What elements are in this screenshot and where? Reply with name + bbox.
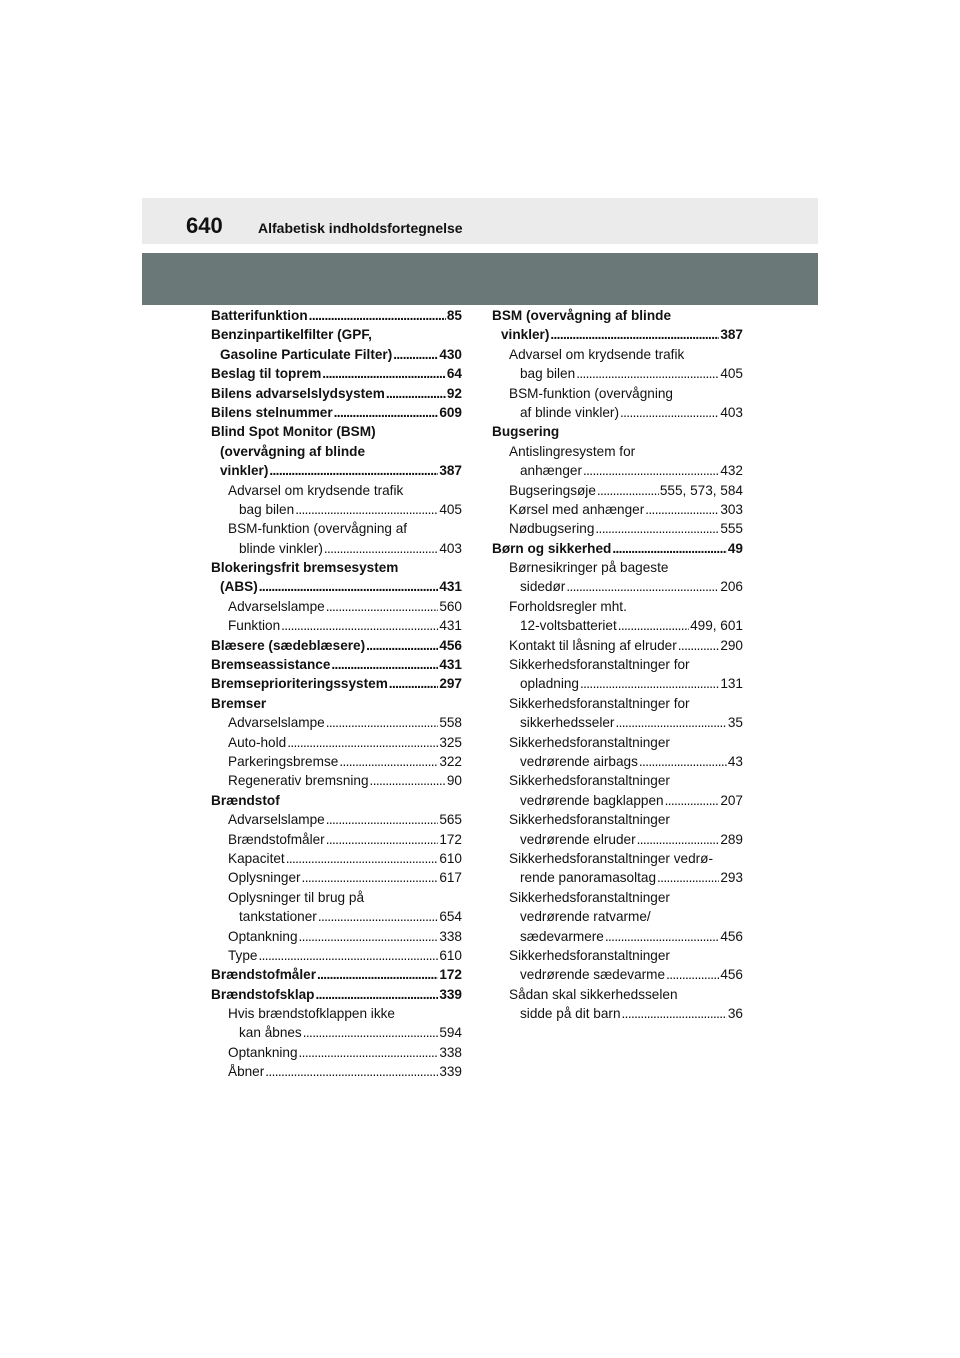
- index-entry-text: Advarsel om krydsende trafik: [509, 346, 685, 362]
- index-column-right: [492, 306, 743, 1023]
- index-entry-text: sidde på dit barn: [520, 1006, 621, 1022]
- index-page-ref[interactable]: 403: [720, 404, 743, 420]
- index-entry-text: Regenerativ bremsning: [228, 773, 369, 789]
- index-entry-text: (overvågning af blinde: [220, 443, 366, 459]
- index-entry-text: Beslag til toprem: [211, 366, 322, 382]
- dot-leader: [550, 325, 719, 344]
- index-page-ref[interactable]: 293: [720, 870, 743, 886]
- index-entry: [211, 364, 462, 383]
- index-page-ref[interactable]: 403: [439, 540, 462, 556]
- index-page-ref[interactable]: 36: [727, 1006, 743, 1022]
- index-entry-line: [492, 849, 743, 868]
- index-entry: [211, 500, 462, 519]
- dot-leader: [595, 519, 719, 538]
- index-entry-text: Sikkerhedsforanstaltninger: [509, 889, 670, 905]
- index-entry-text: bag bilen: [239, 501, 295, 517]
- index-entry: [211, 674, 462, 693]
- dot-leader: [665, 791, 720, 810]
- index-page-ref[interactable]: 558: [439, 715, 462, 731]
- index-page-ref[interactable]: 431: [439, 579, 462, 595]
- index-entry-line: [492, 306, 743, 325]
- index-entry: [492, 325, 743, 344]
- index-entry-text: rende panoramasoltag: [520, 870, 657, 886]
- dot-leader: [637, 830, 720, 849]
- index-entry-text: Bilens advarselslydsystem: [211, 385, 385, 401]
- index-page-ref[interactable]: 325: [439, 734, 462, 750]
- index-entry-line: [492, 422, 743, 441]
- index-page-ref[interactable]: 609: [439, 404, 462, 420]
- index-entry-text: BSM-funktion (overvågning af: [228, 521, 408, 537]
- index-entry-text: Sådan skal sikkerhedsselen: [509, 986, 678, 1002]
- dot-leader: [605, 927, 719, 946]
- page-header: [142, 198, 818, 244]
- index-page-ref[interactable]: 64: [446, 366, 462, 382]
- index-page-ref[interactable]: 338: [439, 928, 462, 944]
- index-page-ref[interactable]: 456: [720, 928, 743, 944]
- index-page-ref[interactable]: 172: [439, 967, 462, 983]
- dot-leader: [281, 616, 438, 635]
- index-page-ref[interactable]: 92: [446, 385, 462, 401]
- index-entry-text: sædevarmere: [520, 928, 604, 944]
- index-entry-text: Blæsere (sædeblæsere): [211, 637, 366, 653]
- index-entry-text: Advarsel om krydsende trafik: [228, 482, 404, 498]
- index-page-ref[interactable]: 339: [439, 1064, 462, 1080]
- index-entry-text: Sikkerhedsforanstaltninger: [509, 773, 670, 789]
- index-entry: [211, 830, 462, 849]
- index-entry: [211, 946, 462, 965]
- index-entry-text: Børnesikringer på bageste: [509, 560, 669, 576]
- index-page-ref[interactable]: 207: [720, 792, 743, 808]
- index-entry-text: blinde vinkler): [239, 540, 323, 556]
- index-page-ref[interactable]: 387: [720, 327, 743, 343]
- index-entry-text: Optankning: [228, 1044, 298, 1060]
- index-entry-line: [211, 481, 462, 500]
- index-entry-line: [492, 384, 743, 403]
- index-entry-text: BSM-funktion (overvågning: [509, 385, 673, 401]
- dot-leader: [322, 364, 446, 383]
- index-page-ref[interactable]: 499, 601: [690, 618, 743, 634]
- index-entry-text: Auto-hold: [228, 734, 287, 750]
- index-entry: [492, 616, 743, 635]
- index-page-ref[interactable]: 555, 573, 584: [659, 482, 743, 498]
- index-entry: [211, 384, 462, 403]
- index-entry-text: Sikkerhedsforanstaltninger for: [509, 695, 690, 711]
- index-page-ref[interactable]: 297: [439, 676, 462, 692]
- index-entry: [211, 655, 462, 674]
- index-entry-text: vedrørende elruder: [520, 831, 636, 847]
- index-page-ref[interactable]: 430: [439, 346, 462, 362]
- index-entry-text: Batterifunktion: [211, 308, 308, 323]
- dot-leader: [309, 306, 446, 325]
- index-entry-line: [492, 733, 743, 752]
- index-entry-line: [492, 985, 743, 1004]
- index-entry-line: [492, 810, 743, 829]
- index-entry: [492, 461, 743, 480]
- dot-leader: [302, 868, 439, 887]
- index-entry-text: Oplysninger til brug på: [228, 889, 365, 905]
- index-entry: [211, 539, 462, 558]
- dot-leader: [393, 345, 438, 364]
- dot-leader: [315, 985, 438, 1004]
- index-page-ref[interactable]: 131: [720, 676, 743, 692]
- index-entry-line: [211, 888, 462, 907]
- index-page-ref[interactable]: 90: [446, 773, 462, 789]
- index-entry: [211, 752, 462, 771]
- index-entry: [211, 1023, 462, 1042]
- index-entry: [211, 636, 462, 655]
- dot-leader: [326, 597, 439, 616]
- index-entry: [211, 461, 462, 480]
- index-entry-text: Sikkerhedsforanstaltninger vedrø-: [509, 850, 713, 866]
- index-entry-text: vedrørende airbags: [520, 753, 638, 769]
- index-entry-line: [211, 694, 462, 713]
- index-page-ref[interactable]: 617: [439, 870, 462, 886]
- index-entry: [211, 577, 462, 596]
- index-entry-text: Optankning: [228, 928, 298, 944]
- index-entry-text: Nødbugsering: [509, 521, 595, 537]
- index-entry-text: opladning: [520, 676, 579, 692]
- dot-leader: [657, 868, 719, 887]
- index-entry-text: Antislingresystem for: [509, 443, 636, 459]
- index-page-ref[interactable]: 206: [720, 579, 743, 595]
- index-entry: [492, 364, 743, 383]
- index-entry: [211, 713, 462, 732]
- index-page-ref[interactable]: 610: [439, 947, 462, 963]
- dot-leader: [389, 674, 439, 693]
- dot-leader: [622, 1004, 727, 1023]
- index-entry-line: [492, 597, 743, 616]
- dot-leader: [334, 403, 439, 422]
- index-entry: [492, 539, 743, 558]
- index-entry: [211, 597, 462, 616]
- index-entry-text: Oplysninger: [228, 870, 301, 886]
- dot-leader: [303, 1023, 439, 1042]
- index-entry-line: [211, 1004, 462, 1023]
- index-entry-text: tankstationer: [239, 909, 317, 925]
- index-entry: [211, 1043, 462, 1062]
- dot-leader: [620, 403, 719, 422]
- section-band: [142, 253, 818, 305]
- index-entry-text: vinkler): [220, 463, 269, 479]
- page-number: 640: [186, 213, 223, 238]
- index-entry-text: Kapacitet: [228, 850, 285, 866]
- index-entry: [211, 849, 462, 868]
- index-page-ref[interactable]: 431: [439, 657, 462, 673]
- index-entry-text: Bremseassistance: [211, 657, 331, 673]
- dot-leader: [299, 927, 439, 946]
- index-entry-text: Type: [228, 947, 258, 963]
- index-entry: [492, 830, 743, 849]
- dot-leader: [566, 577, 719, 596]
- index-entry: [211, 965, 462, 984]
- index-entry: [211, 985, 462, 1004]
- index-entry-text: Bremseprioriteringssystem: [211, 676, 388, 692]
- index-entry-text: Funktion: [228, 618, 281, 634]
- index-entry: [492, 752, 743, 771]
- dot-leader: [265, 1062, 438, 1081]
- index-entry-text: Bremser: [211, 695, 267, 711]
- index-page-ref[interactable]: 610: [439, 850, 462, 866]
- index-entry-line: [211, 325, 462, 344]
- dot-leader: [666, 965, 719, 984]
- index-entry-text: anhænger: [520, 463, 582, 479]
- index-page-ref[interactable]: 565: [439, 812, 462, 828]
- index-entry-text: Advarselslampe: [228, 715, 325, 731]
- index-entry-line: [211, 442, 462, 461]
- dot-leader: [580, 674, 719, 693]
- index-entry-line: [492, 558, 743, 577]
- dot-leader: [618, 616, 689, 635]
- dot-leader: [576, 364, 719, 383]
- index-entry: [211, 907, 462, 926]
- index-page-ref[interactable]: 431: [439, 618, 462, 634]
- index-page-ref[interactable]: 405: [439, 501, 462, 517]
- index-entry: [492, 577, 743, 596]
- index-entry-text: Kørsel med anhænger: [509, 501, 645, 517]
- dot-leader: [615, 713, 726, 732]
- index-entry-line: [211, 422, 462, 441]
- index-entry-text: vedrørende sædevarme: [520, 967, 666, 983]
- index-entry: [211, 810, 462, 829]
- index-entry-line: [492, 907, 743, 926]
- index-entry: [492, 403, 743, 422]
- index-entry-text: Åbner: [228, 1064, 265, 1080]
- index-page-ref[interactable]: 560: [439, 598, 462, 614]
- index-entry-text: Blind Spot Monitor (BSM): [211, 424, 376, 440]
- index-entry-text: sikkerhedsseler: [520, 715, 615, 731]
- index-entry-text: vedrørende bagklappen: [520, 792, 664, 808]
- index-entry: [211, 1062, 462, 1081]
- dot-leader: [259, 577, 439, 596]
- dot-leader: [286, 849, 439, 868]
- dot-leader: [324, 539, 438, 558]
- index-entry-line: [492, 694, 743, 713]
- dot-leader: [317, 965, 438, 984]
- index-entry-text: Sikkerhedsforanstaltninger: [509, 812, 670, 828]
- index-entry-line: [492, 888, 743, 907]
- dot-leader: [678, 636, 720, 655]
- index-entry-text: Blokeringsfrit bremsesystem: [211, 560, 399, 576]
- index-page-ref[interactable]: 303: [720, 501, 743, 517]
- index-page-ref[interactable]: 594: [439, 1025, 462, 1041]
- index-entry: [211, 868, 462, 887]
- dot-leader: [299, 1043, 439, 1062]
- index-entry: [492, 791, 743, 810]
- index-entry: [492, 965, 743, 984]
- index-page-ref[interactable]: 432: [720, 463, 743, 479]
- index-page-ref[interactable]: 322: [439, 753, 462, 769]
- index-page-ref[interactable]: 35: [727, 715, 743, 731]
- index-page-ref[interactable]: 405: [720, 366, 743, 382]
- index-entry: [492, 519, 743, 538]
- index-entry-text: Parkeringsbremse: [228, 753, 339, 769]
- index-entry: [492, 481, 743, 500]
- dot-leader: [326, 713, 439, 732]
- index-entry-line: [211, 791, 462, 810]
- dot-leader: [639, 752, 727, 771]
- index-page-ref[interactable]: 456: [439, 637, 462, 653]
- index-page-ref[interactable]: 387: [439, 463, 462, 479]
- index-entry-text: Hvis brændstofklappen ikke: [228, 1006, 395, 1022]
- dot-leader: [612, 539, 727, 558]
- index-entry-text: Advarselslampe: [228, 598, 325, 614]
- dot-leader: [258, 946, 438, 965]
- index-entry-text: BSM (overvågning af blinde: [492, 308, 672, 323]
- index-entry-text: sidedør: [520, 579, 566, 595]
- dot-leader: [318, 907, 438, 926]
- index-page-ref[interactable]: 456: [720, 967, 743, 983]
- index-entry: [492, 636, 743, 655]
- index-entry-text: Sikkerhedsforanstaltninger: [509, 734, 670, 750]
- index-entry-text: kan åbnes: [239, 1025, 302, 1041]
- index-page-ref[interactable]: 290: [720, 637, 743, 653]
- index-entry: [492, 500, 743, 519]
- index-entry: [211, 306, 462, 325]
- dot-leader: [339, 752, 438, 771]
- index-entry: [492, 868, 743, 887]
- index-entry-text: Brændstofmåler: [228, 831, 325, 847]
- index-page-ref[interactable]: 555: [720, 521, 743, 537]
- index-entry-line: [211, 519, 462, 538]
- index-entry: [211, 616, 462, 635]
- index-entry-text: Børn og sikkerhed: [492, 540, 612, 556]
- index-entry-text: Forholdsregler mht.: [509, 598, 627, 614]
- dot-leader: [645, 500, 719, 519]
- index-page-ref[interactable]: 338: [439, 1044, 462, 1060]
- index-entry: [492, 713, 743, 732]
- index-entry-text: vedrørende ratvarme/: [520, 909, 651, 925]
- dot-leader: [597, 481, 659, 500]
- index-entry-text: af blinde vinkler): [520, 404, 619, 420]
- index-entry-line: [492, 655, 743, 674]
- index-entry-text: Brændstofmåler: [211, 967, 316, 983]
- index-entry-text: Brændstof: [211, 792, 280, 808]
- index-entry: [492, 927, 743, 946]
- index-entry-text: vinkler): [501, 327, 550, 343]
- page-title: Alfabetisk indholdsfortegnelse: [258, 220, 463, 236]
- index-entry-text: Bugseringsøje: [509, 482, 596, 498]
- index-entry: [492, 1004, 743, 1023]
- index-entry-text: 12-voltsbatteriet: [520, 618, 617, 634]
- dot-leader: [370, 771, 446, 790]
- dot-leader: [583, 461, 719, 480]
- index-entry-text: Bilens stelnummer: [211, 404, 333, 420]
- dot-leader: [295, 500, 438, 519]
- index-entry-text: bag bilen: [520, 366, 576, 382]
- index-entry-text: Bugsering: [492, 424, 560, 440]
- index-entry: [211, 927, 462, 946]
- index-entry: [211, 403, 462, 422]
- index-page-ref[interactable]: 172: [439, 831, 462, 847]
- index-entry-text: Sikkerhedsforanstaltninger for: [509, 657, 690, 673]
- dot-leader: [366, 636, 438, 655]
- index-page-ref[interactable]: 339: [439, 986, 462, 1002]
- index-entry: [492, 674, 743, 693]
- index-entry-text: Gasoline Particulate Filter): [220, 346, 393, 362]
- dot-leader: [269, 461, 438, 480]
- index-entry-text: Benzinpartikelfilter (GPF,: [211, 327, 372, 343]
- dot-leader: [331, 655, 438, 674]
- index-page-ref[interactable]: 43: [727, 753, 743, 769]
- index-page-ref[interactable]: 289: [720, 831, 743, 847]
- index-entry-line: [211, 558, 462, 577]
- dot-leader: [326, 830, 439, 849]
- index-entry: [211, 771, 462, 790]
- index-page-ref[interactable]: 85: [446, 308, 462, 323]
- index-entry-text: Kontakt til låsning af elruder: [509, 637, 677, 653]
- index-page-ref[interactable]: 654: [439, 909, 462, 925]
- index-column-left: [211, 306, 462, 1082]
- index-entry-line: [492, 771, 743, 790]
- index-entry-text: Advarselslampe: [228, 812, 325, 828]
- index-entry: [211, 733, 462, 752]
- index-entry-line: [492, 345, 743, 364]
- index-entry-text: Sikkerhedsforanstaltninger: [509, 947, 670, 963]
- index-page-ref[interactable]: 49: [727, 540, 743, 556]
- index-entry-text: (ABS): [220, 579, 258, 595]
- dot-leader: [386, 384, 446, 403]
- index-entry: [211, 345, 462, 364]
- index-entry-line: [492, 946, 743, 965]
- index-entry-text: Brændstofsklap: [211, 986, 315, 1002]
- dot-leader: [287, 733, 438, 752]
- dot-leader: [326, 810, 439, 829]
- index-entry-line: [492, 442, 743, 461]
